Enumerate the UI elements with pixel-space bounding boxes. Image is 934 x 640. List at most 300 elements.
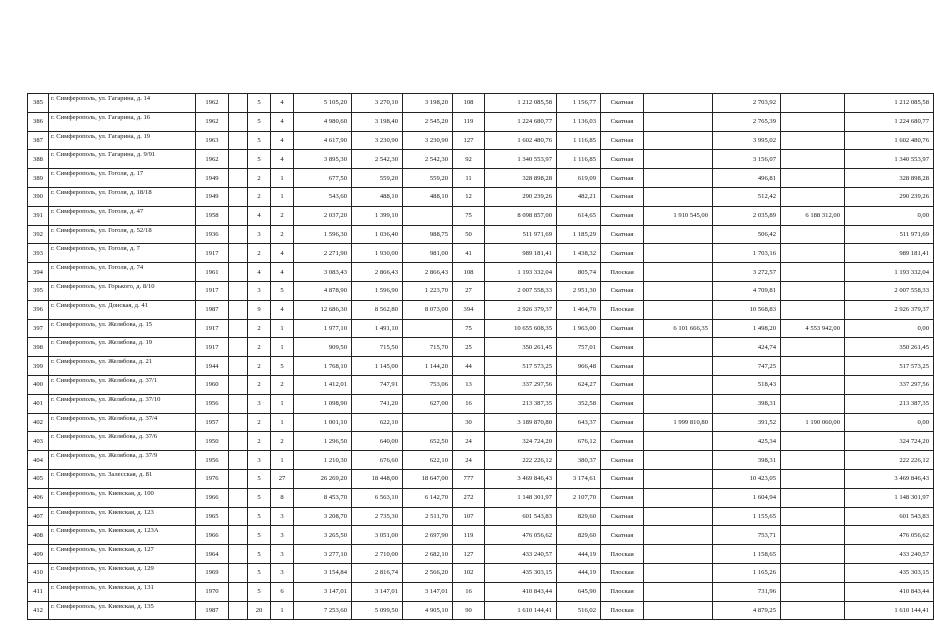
table-row — [28, 526, 934, 545]
cell-residential-area: 2 566,20 — [403, 563, 453, 582]
cell-residential-area: 2 542,30 — [403, 150, 453, 169]
cell-entrances: 3 — [271, 563, 294, 582]
cell-funds-total: 410 843,44 — [845, 582, 934, 601]
cell-floors: 2 — [248, 357, 271, 376]
cell-residential-area — [403, 206, 453, 225]
cell-build-year: 1987 — [196, 601, 229, 620]
cell-unit-cost: 805,74 — [557, 263, 601, 282]
cell-total-cost: 1 340 553,97 — [485, 150, 557, 169]
cell-funds-c — [781, 545, 845, 564]
cell-roof-type: Скатная — [601, 375, 644, 394]
cell-funds-b: 398,31 — [713, 451, 781, 470]
cell-unit-cost: 676,12 — [557, 432, 601, 451]
cell-floors: 2 — [248, 187, 271, 206]
cell-total-cost: 989 181,41 — [485, 244, 557, 263]
cell-residents: 107 — [453, 507, 485, 526]
cell-funds-a — [644, 338, 713, 357]
cell-funds-c — [781, 469, 845, 488]
cell-living-area: 1 596,90 — [352, 281, 403, 300]
cell-living-area: 18 448,00 — [352, 469, 403, 488]
table-row — [28, 582, 934, 601]
cell-address: г. Симферополь, ул. Желябова, д. 15 — [49, 319, 196, 338]
cell-funds-total: 328 898,28 — [845, 169, 934, 188]
cell-total-cost: 3 469 846,43 — [485, 469, 557, 488]
cell-residential-area: 8 073,00 — [403, 300, 453, 319]
cell-roof-type: Скатная — [601, 413, 644, 432]
cell-living-area: 6 563,10 — [352, 488, 403, 507]
cell-residential-area: 3 147,01 — [403, 582, 453, 601]
cell-living-area: 3 198,40 — [352, 112, 403, 131]
cell-entrances: 4 — [271, 300, 294, 319]
cell-roof-type: Скатная — [601, 244, 644, 263]
cell-col-blank — [229, 375, 248, 394]
cell-funds-total: 324 724,20 — [845, 432, 934, 451]
cell-funds-total: 0,00 — [845, 413, 934, 432]
table-row — [28, 150, 934, 169]
cell-total-area: 3 265,50 — [294, 526, 352, 545]
cell-address: г. Симферополь, ул. Гоголя, д. 18/18 — [49, 187, 196, 206]
cell-residential-area: 2 682,10 — [403, 545, 453, 564]
cell-roof-type: Скатная — [601, 432, 644, 451]
cell-funds-a — [644, 169, 713, 188]
cell-residents: 30 — [453, 413, 485, 432]
cell-address: г. Симферополь, ул. Киевская, д. 127 — [49, 545, 196, 564]
cell-unit-cost: 645,90 — [557, 582, 601, 601]
cell-col-blank — [229, 263, 248, 282]
cell-living-area: 1 491,10 — [352, 319, 403, 338]
cell-residents: 13 — [453, 375, 485, 394]
table-row — [28, 187, 934, 206]
cell-funds-c — [781, 357, 845, 376]
cell-funds-b: 3 995,02 — [713, 131, 781, 150]
cell-living-area: 3 230,90 — [352, 131, 403, 150]
cell-roof-type: Плоская — [601, 263, 644, 282]
cell-floors: 3 — [248, 281, 271, 300]
cell-roof-type: Скатная — [601, 94, 644, 113]
cell-total-cost: 511 971,69 — [485, 225, 557, 244]
table-row — [28, 338, 934, 357]
cell-total-area: 1 412,01 — [294, 375, 352, 394]
cell-funds-c — [781, 432, 845, 451]
cell-col-blank — [229, 545, 248, 564]
cell-col-blank — [229, 112, 248, 131]
cell-floors: 2 — [248, 244, 271, 263]
cell-funds-c — [781, 507, 845, 526]
cell-funds-c — [781, 563, 845, 582]
cell-residents: 44 — [453, 357, 485, 376]
cell-total-area: 4 980,60 — [294, 112, 352, 131]
cell-col-blank — [229, 131, 248, 150]
cell-row-number: 403 — [28, 432, 49, 451]
cell-residential-area: 2 545,20 — [403, 112, 453, 131]
cell-residents: 11 — [453, 169, 485, 188]
cell-unit-cost: 444,19 — [557, 563, 601, 582]
cell-unit-cost: 516,02 — [557, 601, 601, 620]
cell-unit-cost: 1 136,03 — [557, 112, 601, 131]
cell-col-blank — [229, 206, 248, 225]
cell-total-area: 3 895,30 — [294, 150, 352, 169]
cell-floors: 5 — [248, 526, 271, 545]
cell-unit-cost: 1 156,77 — [557, 94, 601, 113]
cell-total-area: 3 147,01 — [294, 582, 352, 601]
cell-row-number: 388 — [28, 150, 49, 169]
cell-residential-area: 2 866,43 — [403, 263, 453, 282]
cell-residents: 108 — [453, 94, 485, 113]
cell-entrances: 2 — [271, 225, 294, 244]
cell-row-number: 396 — [28, 300, 49, 319]
cell-row-number: 392 — [28, 225, 49, 244]
cell-funds-c: 4 553 942,00 — [781, 319, 845, 338]
cell-build-year: 1956 — [196, 451, 229, 470]
table-row — [28, 563, 934, 582]
cell-funds-total: 989 181,41 — [845, 244, 934, 263]
table-row — [28, 131, 934, 150]
cell-funds-c — [781, 187, 845, 206]
cell-living-area: 2 735,30 — [352, 507, 403, 526]
cell-entrances: 1 — [271, 169, 294, 188]
cell-build-year: 1956 — [196, 394, 229, 413]
cell-residents: 12 — [453, 187, 485, 206]
cell-row-number: 402 — [28, 413, 49, 432]
cell-col-blank — [229, 507, 248, 526]
table-body — [28, 94, 934, 620]
cell-floors: 5 — [248, 545, 271, 564]
cell-living-area: 488,10 — [352, 187, 403, 206]
table-row — [28, 281, 934, 300]
cell-total-area: 3 154,84 — [294, 563, 352, 582]
cell-floors: 5 — [248, 582, 271, 601]
cell-residents: 272 — [453, 488, 485, 507]
cell-col-blank — [229, 338, 248, 357]
cell-roof-type: Скатная — [601, 131, 644, 150]
cell-total-area: 7 253,60 — [294, 601, 352, 620]
cell-funds-c — [781, 150, 845, 169]
cell-funds-c — [781, 244, 845, 263]
cell-living-area: 2 866,43 — [352, 263, 403, 282]
cell-col-blank — [229, 563, 248, 582]
cell-funds-a — [644, 187, 713, 206]
cell-total-cost: 476 056,62 — [485, 526, 557, 545]
cell-total-cost: 350 261,45 — [485, 338, 557, 357]
cell-unit-cost: 380,37 — [557, 451, 601, 470]
cell-total-area: 5 105,20 — [294, 94, 352, 113]
cell-row-number: 395 — [28, 281, 49, 300]
cell-build-year: 1960 — [196, 375, 229, 394]
table-row — [28, 488, 934, 507]
cell-row-number: 412 — [28, 601, 49, 620]
cell-entrances: 8 — [271, 488, 294, 507]
cell-floors: 2 — [248, 169, 271, 188]
cell-address: г. Симферополь, ул. Гоголя, д. 47 — [49, 206, 196, 225]
cell-funds-a — [644, 526, 713, 545]
cell-unit-cost: 1 438,32 — [557, 244, 601, 263]
cell-funds-b: 391,52 — [713, 413, 781, 432]
cell-funds-a — [644, 150, 713, 169]
cell-residents: 75 — [453, 206, 485, 225]
cell-col-blank — [229, 150, 248, 169]
cell-residents: 41 — [453, 244, 485, 263]
cell-residential-area: 652,50 — [403, 432, 453, 451]
cell-living-area: 715,50 — [352, 338, 403, 357]
cell-floors: 2 — [248, 432, 271, 451]
cell-residential-area: 715,70 — [403, 338, 453, 357]
cell-funds-b: 4 879,25 — [713, 601, 781, 620]
cell-funds-total: 1 193 332,04 — [845, 263, 934, 282]
cell-row-number: 394 — [28, 263, 49, 282]
cell-living-area: 2 542,30 — [352, 150, 403, 169]
cell-address: г. Симферополь, ул. Гагарина, д. 16 — [49, 112, 196, 131]
cell-residents: 777 — [453, 469, 485, 488]
cell-floors: 2 — [248, 413, 271, 432]
cell-living-area: 2 816,74 — [352, 563, 403, 582]
cell-total-cost: 2 007 558,33 — [485, 281, 557, 300]
cell-residential-area — [403, 319, 453, 338]
cell-total-cost: 1 148 301,97 — [485, 488, 557, 507]
cell-row-number: 407 — [28, 507, 49, 526]
cell-build-year: 1962 — [196, 94, 229, 113]
cell-floors: 5 — [248, 131, 271, 150]
cell-floors: 4 — [248, 206, 271, 225]
cell-entrances: 3 — [271, 526, 294, 545]
cell-residential-area: 627,00 — [403, 394, 453, 413]
cell-entrances: 4 — [271, 150, 294, 169]
cell-total-area: 2 037,20 — [294, 206, 352, 225]
table-row — [28, 394, 934, 413]
cell-address: г. Симферополь, ул. Горького, д. 8/10 — [49, 281, 196, 300]
cell-roof-type: Скатная — [601, 150, 644, 169]
cell-total-area: 1 098,90 — [294, 394, 352, 413]
cell-funds-total: 1 602 480,76 — [845, 131, 934, 150]
cell-row-number: 405 — [28, 469, 49, 488]
cell-build-year: 1917 — [196, 338, 229, 357]
cell-funds-a — [644, 281, 713, 300]
cell-col-blank — [229, 451, 248, 470]
cell-funds-c: 6 188 312,00 — [781, 206, 845, 225]
cell-unit-cost: 966,48 — [557, 357, 601, 376]
cell-entrances: 1 — [271, 187, 294, 206]
cell-funds-total: 435 303,15 — [845, 563, 934, 582]
cell-entrances: 1 — [271, 601, 294, 620]
cell-residential-area: 988,75 — [403, 225, 453, 244]
cell-entrances: 2 — [271, 432, 294, 451]
cell-residential-area: 488,10 — [403, 187, 453, 206]
cell-residents: 92 — [453, 150, 485, 169]
cell-funds-c — [781, 169, 845, 188]
cell-total-area: 26 269,20 — [294, 469, 352, 488]
cell-entrances: 4 — [271, 112, 294, 131]
cell-entrances: 4 — [271, 131, 294, 150]
cell-total-cost: 337 297,56 — [485, 375, 557, 394]
table-row — [28, 319, 934, 338]
cell-col-blank — [229, 526, 248, 545]
cell-floors: 5 — [248, 112, 271, 131]
cell-funds-a — [644, 300, 713, 319]
cell-funds-a — [644, 131, 713, 150]
cell-funds-b: 747,25 — [713, 357, 781, 376]
cell-unit-cost: 1 464,79 — [557, 300, 601, 319]
cell-funds-a — [644, 375, 713, 394]
cell-entrances: 3 — [271, 545, 294, 564]
cell-funds-c — [781, 526, 845, 545]
cell-col-blank — [229, 357, 248, 376]
cell-funds-a — [644, 488, 713, 507]
cell-residents: 127 — [453, 131, 485, 150]
cell-living-area: 741,20 — [352, 394, 403, 413]
cell-build-year: 1944 — [196, 357, 229, 376]
cell-roof-type: Скатная — [601, 169, 644, 188]
cell-row-number: 386 — [28, 112, 49, 131]
cell-address: г. Симферополь, ул. Гоголя, д. 74 — [49, 263, 196, 282]
cell-build-year: 1987 — [196, 300, 229, 319]
cell-roof-type: Скатная — [601, 469, 644, 488]
cell-residents: 108 — [453, 263, 485, 282]
cell-roof-type: Скатная — [601, 112, 644, 131]
cell-funds-total: 0,00 — [845, 206, 934, 225]
cell-funds-c — [781, 375, 845, 394]
cell-address: г. Симферополь, ул. Гагарина, д. 9/91 — [49, 150, 196, 169]
cell-address: г. Симферополь, ул. Гоголя, д. 7 — [49, 244, 196, 263]
cell-entrances: 3 — [271, 507, 294, 526]
cell-build-year: 1917 — [196, 319, 229, 338]
cell-funds-a — [644, 545, 713, 564]
cell-build-year: 1970 — [196, 582, 229, 601]
cell-unit-cost: 352,58 — [557, 394, 601, 413]
cell-address: г. Симферополь, ул. Киевская, д. 123 — [49, 507, 196, 526]
cell-address: г. Симферополь, ул. Желябова, д. 19 — [49, 338, 196, 357]
cell-funds-total: 1 148 301,97 — [845, 488, 934, 507]
cell-total-cost: 222 226,12 — [485, 451, 557, 470]
cell-living-area: 676,60 — [352, 451, 403, 470]
cell-entrances: 5 — [271, 281, 294, 300]
cell-living-area: 747,91 — [352, 375, 403, 394]
cell-living-area: 3 270,10 — [352, 94, 403, 113]
cell-total-cost: 213 387,35 — [485, 394, 557, 413]
cell-funds-total: 0,00 — [845, 319, 934, 338]
cell-funds-total: 350 261,45 — [845, 338, 934, 357]
cell-funds-a — [644, 244, 713, 263]
cell-residential-area: 1 223,70 — [403, 281, 453, 300]
cell-address: г. Симферополь, ул. Гоголя, д. 17 — [49, 169, 196, 188]
cell-living-area: 5 099,50 — [352, 601, 403, 620]
cell-address: г. Симферополь, ул. Желябова, д. 37/10 — [49, 394, 196, 413]
cell-unit-cost: 757,01 — [557, 338, 601, 357]
table-row — [28, 375, 934, 394]
cell-living-area: 8 562,80 — [352, 300, 403, 319]
cell-roof-type: Скатная — [601, 451, 644, 470]
cell-total-cost: 10 655 608,35 — [485, 319, 557, 338]
cell-total-area: 3 277,10 — [294, 545, 352, 564]
cell-total-cost: 1 602 480,76 — [485, 131, 557, 150]
cell-build-year: 1949 — [196, 169, 229, 188]
cell-total-cost: 435 303,15 — [485, 563, 557, 582]
cell-residents: 127 — [453, 545, 485, 564]
cell-entrances: 1 — [271, 394, 294, 413]
table-row — [28, 507, 934, 526]
cell-living-area: 1 399,10 — [352, 206, 403, 225]
cell-funds-a — [644, 432, 713, 451]
cell-build-year: 1976 — [196, 469, 229, 488]
cell-build-year: 1961 — [196, 263, 229, 282]
cell-total-area: 1 001,10 — [294, 413, 352, 432]
cell-funds-a — [644, 94, 713, 113]
table-row — [28, 601, 934, 620]
cell-floors: 5 — [248, 488, 271, 507]
cell-total-area: 1 296,50 — [294, 432, 352, 451]
cell-funds-b: 4 709,81 — [713, 281, 781, 300]
cell-unit-cost: 444,19 — [557, 545, 601, 564]
cell-roof-type: Скатная — [601, 394, 644, 413]
cell-entrances: 2 — [271, 206, 294, 225]
cell-residential-area — [403, 413, 453, 432]
cell-total-area: 1 768,10 — [294, 357, 352, 376]
cell-total-cost: 3 189 870,80 — [485, 413, 557, 432]
table-row — [28, 112, 934, 131]
cell-unit-cost: 619,09 — [557, 169, 601, 188]
cell-funds-c — [781, 451, 845, 470]
cell-residents: 119 — [453, 112, 485, 131]
cell-col-blank — [229, 281, 248, 300]
table-row — [28, 94, 934, 113]
cell-funds-b: 10 423,05 — [713, 469, 781, 488]
cell-residents: 24 — [453, 451, 485, 470]
cell-total-area: 543,60 — [294, 187, 352, 206]
cell-build-year: 1964 — [196, 545, 229, 564]
cell-unit-cost: 2 951,30 — [557, 281, 601, 300]
cell-unit-cost: 643,37 — [557, 413, 601, 432]
cell-build-year: 1917 — [196, 244, 229, 263]
cell-total-area: 677,50 — [294, 169, 352, 188]
cell-living-area: 1 930,00 — [352, 244, 403, 263]
cell-funds-c — [781, 263, 845, 282]
cell-funds-b: 512,42 — [713, 187, 781, 206]
cell-address: г. Симферополь, ул. Желябова, д. 37/9 — [49, 451, 196, 470]
cell-floors: 5 — [248, 94, 271, 113]
cell-residential-area: 753,06 — [403, 375, 453, 394]
cell-address: г. Симферополь, ул. Желябова, д. 37/1 — [49, 375, 196, 394]
cell-row-number: 408 — [28, 526, 49, 545]
cell-total-area: 2 271,90 — [294, 244, 352, 263]
cell-address: г. Симферополь, ул. Гоголя, д. 52/18 — [49, 225, 196, 244]
cell-living-area: 640,00 — [352, 432, 403, 451]
cell-funds-b: 1 498,20 — [713, 319, 781, 338]
cell-floors: 9 — [248, 300, 271, 319]
cell-entrances: 4 — [271, 244, 294, 263]
cell-funds-a: 1 999 810,80 — [644, 413, 713, 432]
cell-funds-total: 1 610 144,41 — [845, 601, 934, 620]
cell-build-year: 1966 — [196, 488, 229, 507]
cell-funds-b: 425,34 — [713, 432, 781, 451]
cell-row-number: 401 — [28, 394, 49, 413]
cell-row-number: 385 — [28, 94, 49, 113]
cell-living-area: 3 051,00 — [352, 526, 403, 545]
cell-entrances: 4 — [271, 263, 294, 282]
cell-funds-b: 506,42 — [713, 225, 781, 244]
cell-col-blank — [229, 169, 248, 188]
cell-residents: 24 — [453, 432, 485, 451]
cell-funds-total: 601 543,83 — [845, 507, 934, 526]
cell-funds-a — [644, 394, 713, 413]
cell-floors: 2 — [248, 375, 271, 394]
table-row — [28, 432, 934, 451]
cell-funds-c — [781, 94, 845, 113]
cell-build-year: 1949 — [196, 187, 229, 206]
cell-build-year: 1969 — [196, 563, 229, 582]
table-row — [28, 413, 934, 432]
cell-build-year: 1962 — [196, 150, 229, 169]
cell-col-blank — [229, 300, 248, 319]
cell-total-cost: 1 224 680,77 — [485, 112, 557, 131]
table-row — [28, 545, 934, 564]
